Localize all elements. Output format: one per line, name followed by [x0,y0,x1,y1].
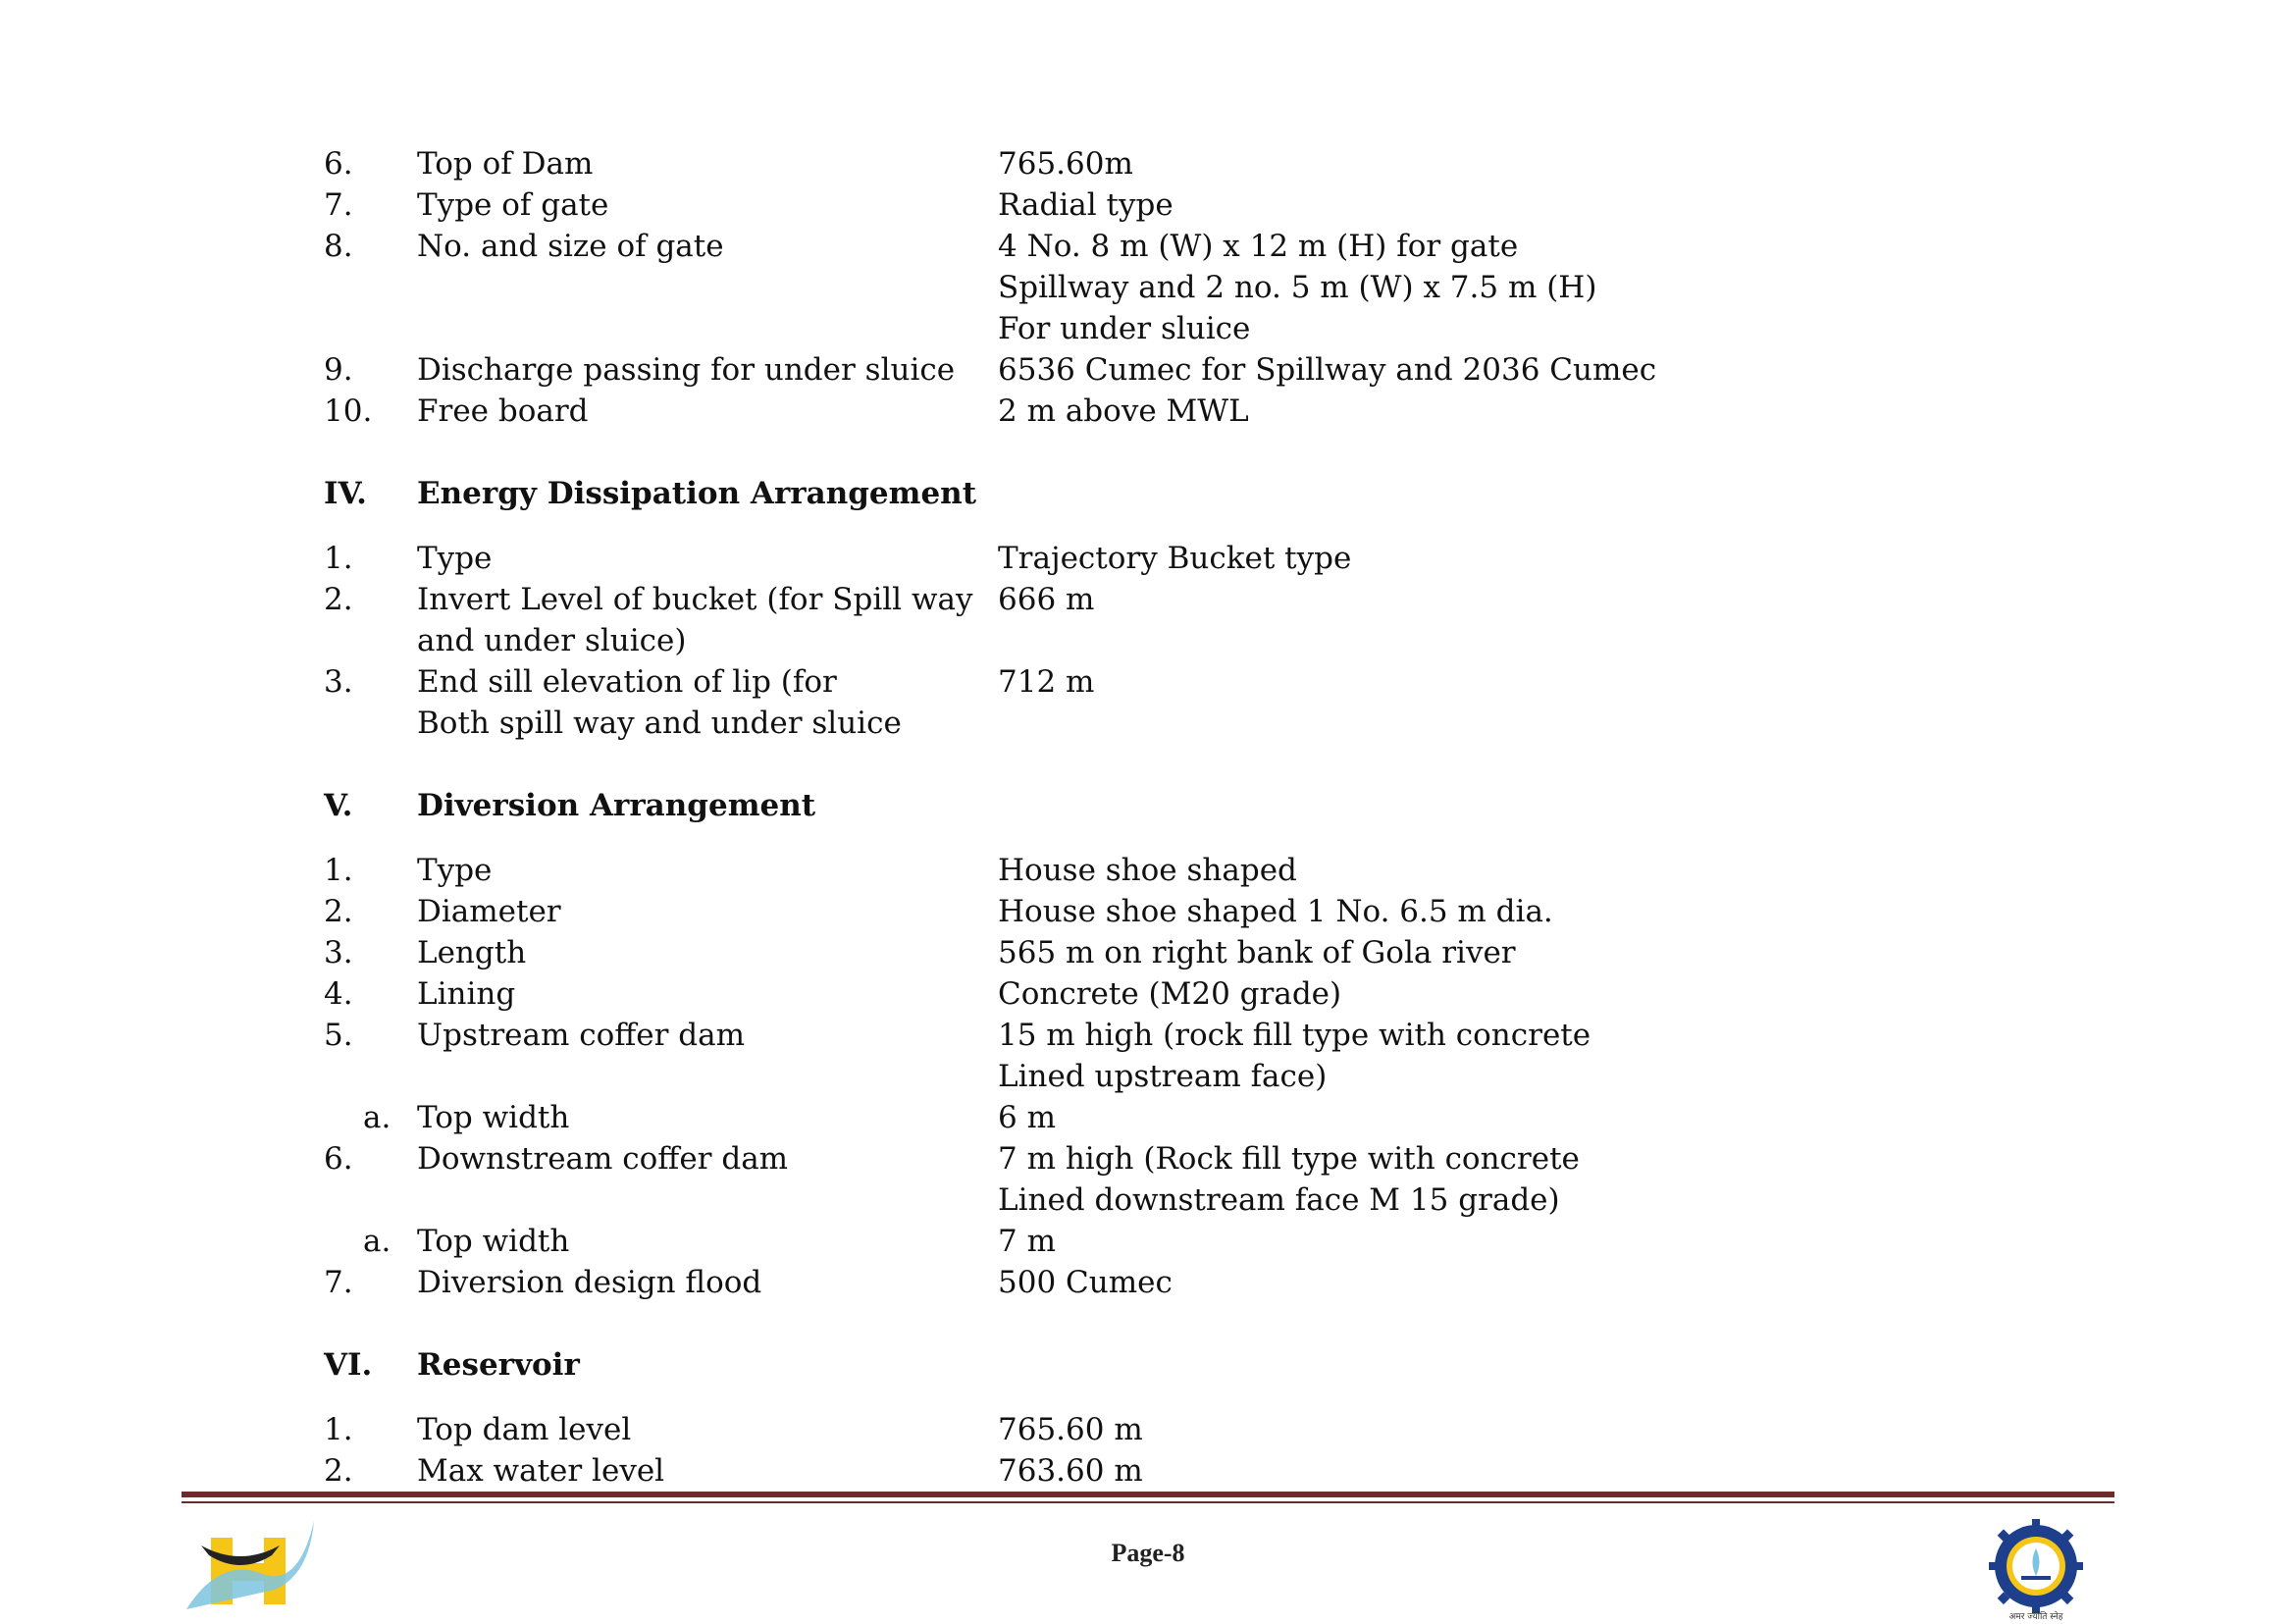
item-label [417,579,998,661]
item-value [998,1221,1796,1262]
item-label-line: Free board [417,393,589,429]
spec-row [324,1262,1796,1303]
item-label [417,349,998,391]
item-label-line: Length [417,935,527,970]
item-label-line: Diameter [417,894,561,929]
item-list-top [324,143,1796,432]
item-label-line: Top width [417,1224,570,1259]
item-number: 9. [324,352,353,388]
item-value-line: 666 m [998,582,1095,617]
item-value-line: Concrete (M20 grade) [998,976,1342,1012]
spec-row [324,349,1796,391]
spec-row [324,391,1796,432]
item-value-line: 765.60 m [998,1412,1143,1447]
item-number: a. [363,1224,391,1259]
item-label-line: Type [417,853,493,888]
item-list-diversion [324,850,1796,1303]
item-value-line: Spillway and 2 no. 5 m (W) x 7.5 m (H) [998,270,1597,305]
item-value-line: House shoe shaped 1 No. 6.5 m dia. [998,894,1553,929]
item-value-line: Radial type [998,187,1174,223]
item-label [417,226,998,349]
emblem-motto: अमर ज्योति स्नेह [2008,1612,2063,1622]
item-number: 2. [324,1453,353,1489]
item-number: 8. [324,229,353,264]
item-label [417,1409,998,1450]
section-heading-vi [324,1344,1796,1386]
spec-row [324,1221,1796,1262]
item-label [417,391,998,432]
item-value [998,973,1796,1015]
item-value [998,891,1796,932]
section-number: V. [324,788,353,823]
item-value [998,850,1796,891]
spec-row [324,1409,1796,1450]
item-label [417,1221,998,1262]
item-value [998,391,1796,432]
item-value [998,226,1796,349]
section-number: IV. [324,476,367,511]
item-value-line: Lined downstream face M 15 grade) [998,1182,1560,1218]
item-number: 6. [324,146,353,182]
item-value-line: 763.60 m [998,1453,1143,1489]
item-label [417,1015,998,1097]
item-label [417,932,998,973]
item-label [417,143,998,184]
item-number: 5. [324,1018,353,1053]
item-label [417,973,998,1015]
item-label-line: Lining [417,976,516,1012]
item-value [998,538,1796,579]
item-value [998,1409,1796,1450]
item-value [998,1450,1796,1492]
item-value-line: 7 m [998,1224,1056,1259]
item-label-line: and under sluice) [417,623,687,658]
section-number: VI. [324,1347,373,1383]
item-value [998,1097,1796,1138]
item-value [998,1015,1796,1097]
item-value-line: 500 Cumec [998,1265,1173,1300]
item-label-line: Discharge passing for under sluice [417,352,956,388]
footer-rule-thick [182,1492,2114,1497]
item-label-line: Downstream coffer dam [417,1141,789,1177]
item-value-line: 6 m [998,1100,1056,1135]
spec-row [324,143,1796,184]
spec-row [324,1097,1796,1138]
item-label-line: Top dam level [417,1412,632,1447]
item-label-line: Top of Dam [417,146,594,182]
item-value-line: House shoe shaped [998,853,1297,888]
item-label [417,661,998,744]
item-label [417,538,998,579]
item-number: 4. [324,976,353,1012]
item-number: 1. [324,853,353,888]
item-value [998,932,1796,973]
section-heading-v [324,785,1796,826]
item-label [417,1262,998,1303]
item-number: 2. [324,582,353,617]
spec-row [324,891,1796,932]
item-value-line: 765.60m [998,146,1133,182]
item-label [417,1450,998,1492]
item-number: a. [363,1100,391,1135]
spec-content [324,143,1796,1492]
item-label [417,1138,998,1221]
item-value-line: 2 m above MWL [998,393,1249,429]
item-number: 7. [324,187,353,223]
item-list-reservoir [324,1409,1796,1492]
section-title: Energy Dissipation Arrangement [417,476,977,511]
item-number: 3. [324,664,353,700]
spec-row [324,579,1796,661]
item-number: 7. [324,1265,353,1300]
item-label [417,1097,998,1138]
item-value-line: 565 m on right bank of Gola river [998,935,1516,970]
footer-rule-thin [182,1501,2114,1503]
item-label [417,850,998,891]
item-value-line: 4 No. 8 m (W) x 12 m (H) for gate [998,229,1519,264]
item-label [417,891,998,932]
section-title: Diversion Arrangement [417,788,816,823]
spec-row [324,1015,1796,1097]
spec-row [324,661,1796,744]
spec-row [324,973,1796,1015]
item-label-line: Type [417,541,493,576]
item-value [998,1262,1796,1303]
item-label-line: No. and size of gate [417,229,724,264]
section-title: Reservoir [417,1347,580,1383]
item-list-energy-dissipation [324,538,1796,744]
item-value-line: 7 m high (Rock fill type with concrete [998,1141,1580,1177]
item-number: 3. [324,935,353,970]
item-label-line: Invert Level of bucket (for Spill way [417,582,973,617]
item-value-line: Trajectory Bucket type [998,541,1352,576]
item-value [998,349,1796,391]
page-number: Page-8 [1111,1539,1185,1567]
item-value [998,1138,1796,1221]
item-number: 2. [324,894,353,929]
section-heading-iv [324,473,1796,514]
spec-row [324,1450,1796,1492]
spec-row [324,226,1796,349]
item-label-line: Max water level [417,1453,665,1489]
item-number: 10. [324,393,373,429]
item-value-line: For under sluice [998,311,1251,346]
item-label-line: Top width [417,1100,570,1135]
item-value [998,143,1796,184]
item-value-line: 712 m [998,664,1095,700]
item-value [998,579,1796,661]
item-label-line: Type of gate [417,187,609,223]
item-value-line: 15 m high (rock fill type with concrete [998,1018,1591,1053]
item-number: 1. [324,1412,353,1447]
spec-row [324,932,1796,973]
item-label-line: Both spill way and under sluice [417,706,902,741]
item-value-line: 6536 Cumec for Spillway and 2036 Cumec [998,352,1657,388]
item-value-line: Lined upstream face) [998,1059,1328,1094]
spec-row [324,538,1796,579]
item-value [998,661,1796,744]
item-label-line: Diversion design flood [417,1265,762,1300]
gear-emblem-icon [1972,1519,2100,1617]
item-label [417,184,998,226]
item-number: 6. [324,1141,353,1177]
spec-row [324,184,1796,226]
item-number: 1. [324,541,353,576]
item-value [998,184,1796,226]
item-label-line: Upstream coffer dam [417,1018,746,1053]
item-label-line: End sill elevation of lip (for [417,664,837,700]
spec-row [324,850,1796,891]
spec-row [324,1138,1796,1221]
hydro-h-logo-icon [182,1516,319,1614]
